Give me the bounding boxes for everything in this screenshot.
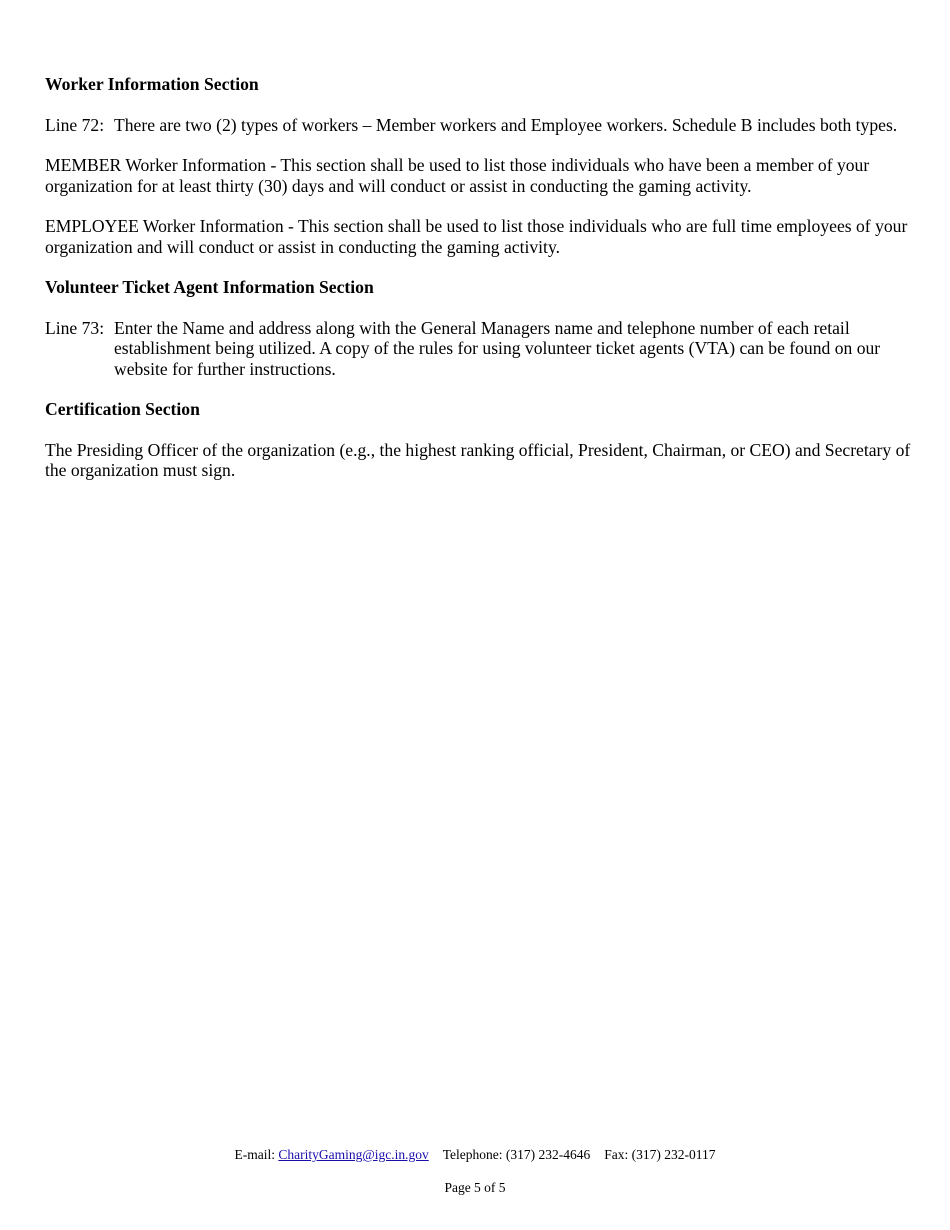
fax-text: Fax: (317) 232-0117 — [604, 1147, 716, 1162]
certification-section-heading: Certification Section — [45, 399, 200, 419]
certification-paragraph: The Presiding Officer of the organization (e.g., the highest ranking official, President, Chairman, or CEO) and Secretary of the organization must sign. — [45, 439, 911, 480]
line-73-label: Line 73: — [45, 317, 105, 338]
document-body — [45, 74, 915, 501]
employee-worker-paragraph: EMPLOYEE Worker Information - This section shall be used to list those individuals who are full time employees of your organization and will conduct or assist in conducting the gaming activity. — [45, 216, 908, 257]
line-73-text: Enter the Name and address along with the General Managers name and telephone number of each retail establishment being utilized. A copy of the rules for using volunteer ticket agents (VTA) can be found on our website for further instructions. — [114, 317, 881, 379]
page-number: Page 5 of 5 — [444, 1180, 506, 1195]
line-72-item — [45, 115, 915, 136]
line-73-item — [45, 318, 915, 380]
footer-contact-line — [0, 1147, 950, 1163]
line-72-label: Line 72: — [45, 114, 105, 135]
email-link[interactable]: CharityGaming@igc.in.gov — [278, 1147, 429, 1162]
telephone-text: Telephone: (317) 232-4646 — [442, 1147, 591, 1162]
vta-section-heading: Volunteer Ticket Agent Information Section — [45, 277, 374, 297]
email-label: E-mail: — [234, 1147, 275, 1162]
worker-section-heading: Worker Information Section — [45, 74, 259, 94]
line-72-text: There are two (2) types of workers – Member workers and Employee workers. Schedule B includes both types. — [114, 114, 898, 135]
member-worker-paragraph: MEMBER Worker Information - This section shall be used to list those individuals who have been a member of your organization for at least thirty (30) days and will conduct or assist in conducting the gaming activity. — [45, 155, 870, 196]
